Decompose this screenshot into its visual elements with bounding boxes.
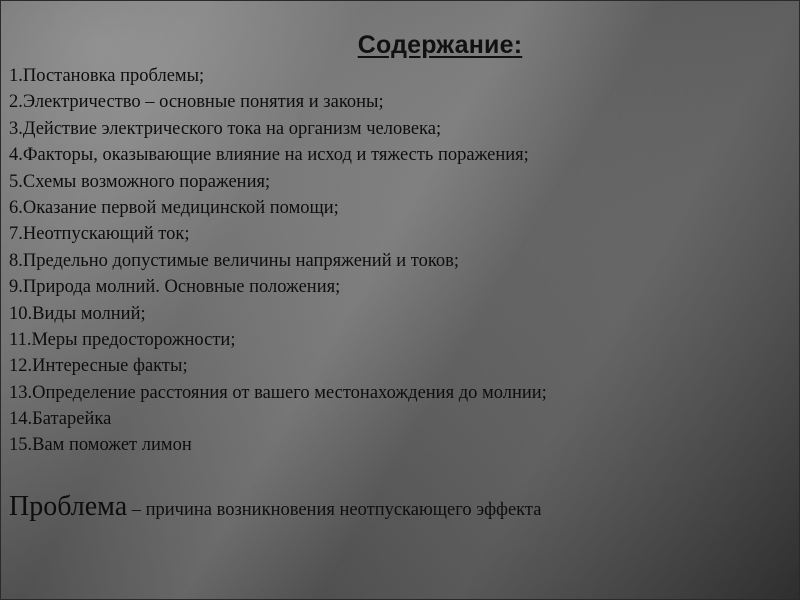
contents-item: 11.Меры предосторожности;	[9, 329, 236, 350]
contents-item: 14.Батарейка	[9, 409, 112, 430]
contents-item: 6.Оказание первой медицинской помощи;	[9, 197, 339, 218]
contents-item: 12.Интересные факты;	[9, 356, 188, 377]
contents-item: 4.Факторы, оказывающие влияние на исход и тяжесть поражения;	[9, 145, 529, 166]
contents-item: 5.Схемы возможного поражения;	[9, 171, 271, 192]
contents-item: 9.Природа молний. Основные положения;	[9, 277, 341, 298]
contents-item: 1.Постановка проблемы;	[9, 66, 205, 86]
contents-item: 7.Неотпускающий ток;	[9, 224, 190, 245]
contents-item: 2.Электричество – основные понятия и законы;	[9, 92, 384, 113]
problem-definition: – причина возникновения неотпускающего эффекта	[127, 500, 542, 520]
contents-item: 3.Действие электрического тока на организм человека;	[9, 118, 442, 139]
contents-item: 8.Предельно допустимые величины напряжений и токов;	[9, 250, 460, 271]
contents-item: 13.Определение расстояния от вашего местонахождения до молнии;	[9, 382, 547, 403]
contents-item: 15.Вам поможет лимон	[9, 435, 192, 456]
contents-item: 10.Виды молний;	[9, 303, 146, 324]
problem-term: Проблема	[9, 491, 128, 522]
table-of-contents	[9, 63, 547, 459]
problem-statement	[9, 491, 541, 523]
slide-title: Содержание:	[357, 31, 523, 59]
